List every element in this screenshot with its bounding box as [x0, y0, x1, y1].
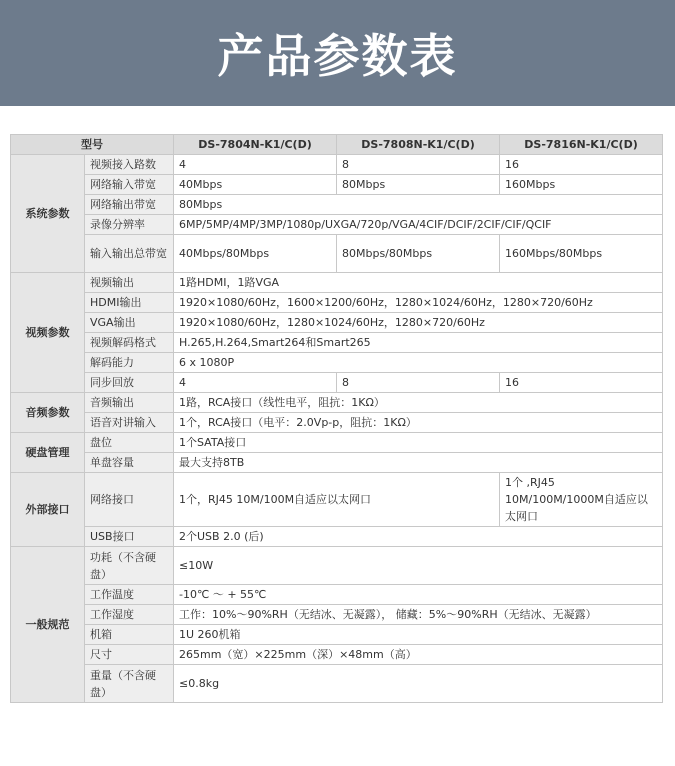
spec-value: 8	[337, 373, 500, 393]
spec-value: 1个，RJ45 10M/100M自适应以太网口	[174, 473, 500, 527]
spec-label: VGA输出	[85, 313, 174, 333]
table-row	[11, 665, 663, 703]
section-category: 硬盘管理	[11, 433, 85, 473]
table-row	[11, 293, 663, 313]
spec-value: 1路，RCA接口（线性电平，阻抗：1KΩ）	[174, 393, 663, 413]
spec-value: 1920×1080/60Hz，1600×1200/60Hz，1280×1024/60Hz，1280×720/60Hz	[174, 293, 663, 313]
section-category: 一般规范	[11, 547, 85, 703]
section-category: 音频参数	[11, 393, 85, 433]
spec-value: 1920×1080/60Hz，1280×1024/60Hz，1280×720/60Hz	[174, 313, 663, 333]
table-row	[11, 273, 663, 293]
model-header-2: DS-7808N-K1/C(D)	[337, 135, 500, 155]
spec-value: 1U 260机箱	[174, 625, 663, 645]
model-header-label: 型号	[11, 135, 174, 155]
spec-value: 40Mbps/80Mbps	[174, 235, 337, 273]
spec-label: 重量（不含硬盘）	[85, 665, 174, 703]
spec-label: 音频输出	[85, 393, 174, 413]
section-category: 系统参数	[11, 155, 85, 273]
page-title: 产品参数表	[217, 29, 458, 83]
table-row	[11, 215, 663, 235]
spec-label: HDMI输出	[85, 293, 174, 313]
spec-value: 4	[174, 155, 337, 175]
spec-value: 80Mbps	[337, 175, 500, 195]
spec-value: 2个USB 2.0 (后)	[174, 527, 663, 547]
spec-value: 8	[337, 155, 500, 175]
spec-value: 40Mbps	[174, 175, 337, 195]
table-header-row	[11, 135, 663, 155]
spec-value: 6 x 1080P	[174, 353, 663, 373]
table-row	[11, 235, 663, 273]
spec-label: 单盘容量	[85, 453, 174, 473]
table-row	[11, 175, 663, 195]
table-row	[11, 373, 663, 393]
spec-value: H.265,H.264,Smart264和Smart265	[174, 333, 663, 353]
model-header-1: DS-7804N-K1/C(D)	[174, 135, 337, 155]
table-row	[11, 625, 663, 645]
spec-value: 160Mbps/80Mbps	[500, 235, 663, 273]
spec-label: 同步回放	[85, 373, 174, 393]
spec-value: 80Mbps	[174, 195, 663, 215]
table-row	[11, 393, 663, 413]
spec-table	[10, 134, 663, 703]
section-category: 视频参数	[11, 273, 85, 393]
spec-label: 输入输出总带宽	[85, 235, 174, 273]
spec-value: 4	[174, 373, 337, 393]
spec-label: 视频接入路数	[85, 155, 174, 175]
spec-value: ≤10W	[174, 547, 663, 585]
table-row	[11, 353, 663, 373]
spec-label: 网络输入带宽	[85, 175, 174, 195]
spec-value: 6MP/5MP/4MP/3MP/1080p/UXGA/720p/VGA/4CIF/DCIF/2CIF/CIF/QCIF	[174, 215, 663, 235]
spec-label: USB接口	[85, 527, 174, 547]
spec-label: 视频解码格式	[85, 333, 174, 353]
spec-value: -10℃ ～ + 55℃	[174, 585, 663, 605]
table-row	[11, 195, 663, 215]
model-header-3: DS-7816N-K1/C(D)	[500, 135, 663, 155]
spec-label: 尺寸	[85, 645, 174, 665]
spec-value: 1路HDMI，1路VGA	[174, 273, 663, 293]
spec-label: 录像分辨率	[85, 215, 174, 235]
spec-label: 工作湿度	[85, 605, 174, 625]
table-row	[11, 155, 663, 175]
spec-value: 265mm（宽）×225mm（深）×48mm（高）	[174, 645, 663, 665]
spec-label: 语音对讲输入	[85, 413, 174, 433]
spec-label: 盘位	[85, 433, 174, 453]
table-row	[11, 585, 663, 605]
spec-value: 1个 ,RJ45 10M/100M/1000M自适应以太网口	[500, 473, 663, 527]
table-row	[11, 605, 663, 625]
table-row	[11, 547, 663, 585]
spec-value: 80Mbps/80Mbps	[337, 235, 500, 273]
spec-value: 160Mbps	[500, 175, 663, 195]
spec-value: 1个，RCA接口（电平：2.0Vp-p，阻抗：1KΩ）	[174, 413, 663, 433]
spec-label: 网络输出带宽	[85, 195, 174, 215]
table-row	[11, 413, 663, 433]
spec-label: 网络接口	[85, 473, 174, 527]
table-row	[11, 645, 663, 665]
table-row	[11, 527, 663, 547]
spec-label: 解码能力	[85, 353, 174, 373]
spec-label: 机箱	[85, 625, 174, 645]
table-row	[11, 473, 663, 527]
spec-value: 工作：10%～90%RH（无结冰、无凝露）， 储藏：5%～90%RH（无结冰、无凝露）	[174, 605, 663, 625]
spec-label: 功耗（不含硬盘）	[85, 547, 174, 585]
spec-value: 1个SATA接口	[174, 433, 663, 453]
section-category: 外部接口	[11, 473, 85, 547]
table-row	[11, 453, 663, 473]
spec-value: 16	[500, 373, 663, 393]
table-row	[11, 433, 663, 453]
spec-value: 最大支持8TB	[174, 453, 663, 473]
spec-label: 工作温度	[85, 585, 174, 605]
table-row	[11, 333, 663, 353]
spec-value: 16	[500, 155, 663, 175]
table-row	[11, 313, 663, 333]
spec-label: 视频输出	[85, 273, 174, 293]
title-banner	[0, 0, 675, 106]
spec-value: ≤0.8kg	[174, 665, 663, 703]
